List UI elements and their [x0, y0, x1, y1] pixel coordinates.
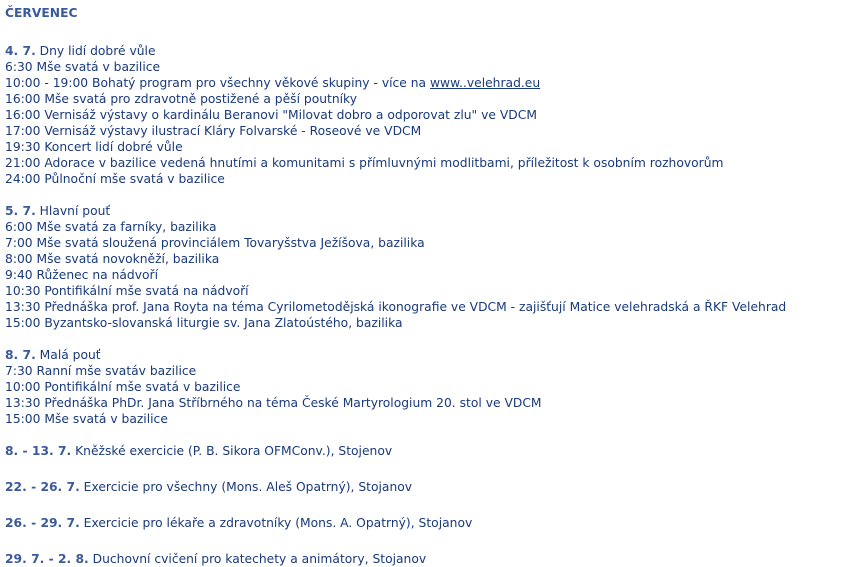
schedule-item: 8:00 Mše svatá novokněží, bazilika	[5, 252, 220, 266]
schedule-item: 24:00 Půlnoční mše svatá v bazilice	[5, 172, 225, 186]
velehrad-link[interactable]: www..velehrad.eu	[430, 76, 541, 90]
retreat-entry	[5, 479, 856, 495]
schedule-item: 13:30 Přednáška prof. Jana Royta na téma Cyrilometodějská ikonografie ve VDCM - zajišťují Matice velehradská a ŘKF Velehrad	[5, 300, 787, 314]
schedule-item: 21:00 Adorace v bazilice vedená hnutími a komunitami s přímluvnými modlitbami, příležitost k osobním rozhovorům	[5, 156, 724, 170]
schedule-item: 9:40 Růženec na nádvoří	[5, 268, 159, 282]
schedule-item: 15:00 Mše svatá v bazilice	[5, 412, 168, 426]
schedule-item: 6:30 Mše svatá v bazilice	[5, 60, 161, 74]
retreat-text: Duchovní cvičení pro katechety a animátory, Stojanov	[92, 552, 427, 566]
event-block-5-7	[5, 203, 856, 331]
event-title: Hlavní pouť	[39, 204, 111, 218]
schedule-item: 19:30 Koncert lidí dobré vůle	[5, 140, 183, 154]
schedule-item-text: 10:00 - 19:00 Bohatý program pro všechny věkové skupiny - více na	[5, 76, 430, 90]
event-title: Dny lidí dobré vůle	[39, 44, 156, 58]
event-heading	[5, 203, 856, 219]
retreat-entry	[5, 443, 856, 459]
schedule-item: 16:00 Vernisáž výstavy o kardinálu Beranovi "Milovat dobro a odporovat zlu" ve VDCM	[5, 108, 537, 122]
retreat-entry	[5, 515, 856, 531]
schedule-item: 13:30 Přednáška PhDr. Jana Stříbrného na téma České Martyrologium 20. stol ve VDCM	[5, 396, 542, 410]
month-heading: ČERVENEC	[5, 6, 78, 20]
schedule-item: 6:00 Mše svatá za farníky, bazilika	[5, 220, 217, 234]
event-block-8-7	[5, 347, 856, 427]
retreat-date: 22. - 26. 7.	[5, 480, 80, 494]
retreat-date: 29. 7. - 2. 8.	[5, 552, 89, 566]
schedule-item: 17:00 Vernisáž výstavy ilustrací Kláry Folvarské - Roseové ve VDCM	[5, 124, 422, 138]
schedule-item: 15:00 Byzantsko-slovanská liturgie sv. Jana Zlatoústého, bazilika	[5, 316, 403, 330]
retreat-text: Kněžské exercicie (P. B. Sikora OFMConv.), Stojenov	[75, 444, 393, 458]
schedule-item: 7:30 Ranní mše svatáv bazilice	[5, 364, 197, 378]
event-date: 5. 7.	[5, 204, 36, 218]
retreat-text: Exercicie pro všechny (Mons. Aleš Opatrný), Stojanov	[83, 480, 413, 494]
retreat-date: 8. - 13. 7.	[5, 444, 72, 458]
event-title: Malá pouť	[39, 348, 101, 362]
event-date: 8. 7.	[5, 348, 36, 362]
schedule-item: 10:30 Pontifikální mše svatá na nádvoří	[5, 284, 249, 298]
schedule-item: 16:00 Mše svatá pro zdravotně postižené a pěší poutníky	[5, 92, 358, 106]
event-heading	[5, 43, 856, 59]
event-block-4-7	[5, 43, 856, 187]
schedule-item: 7:00 Mše svatá sloužená provinciálem Tovaryšstva Ježíšova, bazilika	[5, 236, 425, 250]
event-heading	[5, 347, 856, 363]
retreat-text: Exercicie pro lékaře a zdravotníky (Mons. A. Opatrný), Stojanov	[83, 516, 473, 530]
retreat-entry	[5, 551, 856, 567]
event-date: 4. 7.	[5, 44, 36, 58]
schedule-item	[5, 75, 856, 91]
retreat-date: 26. - 29. 7.	[5, 516, 80, 530]
schedule-item: 10:00 Pontifikální mše svatá v bazilice	[5, 380, 241, 394]
